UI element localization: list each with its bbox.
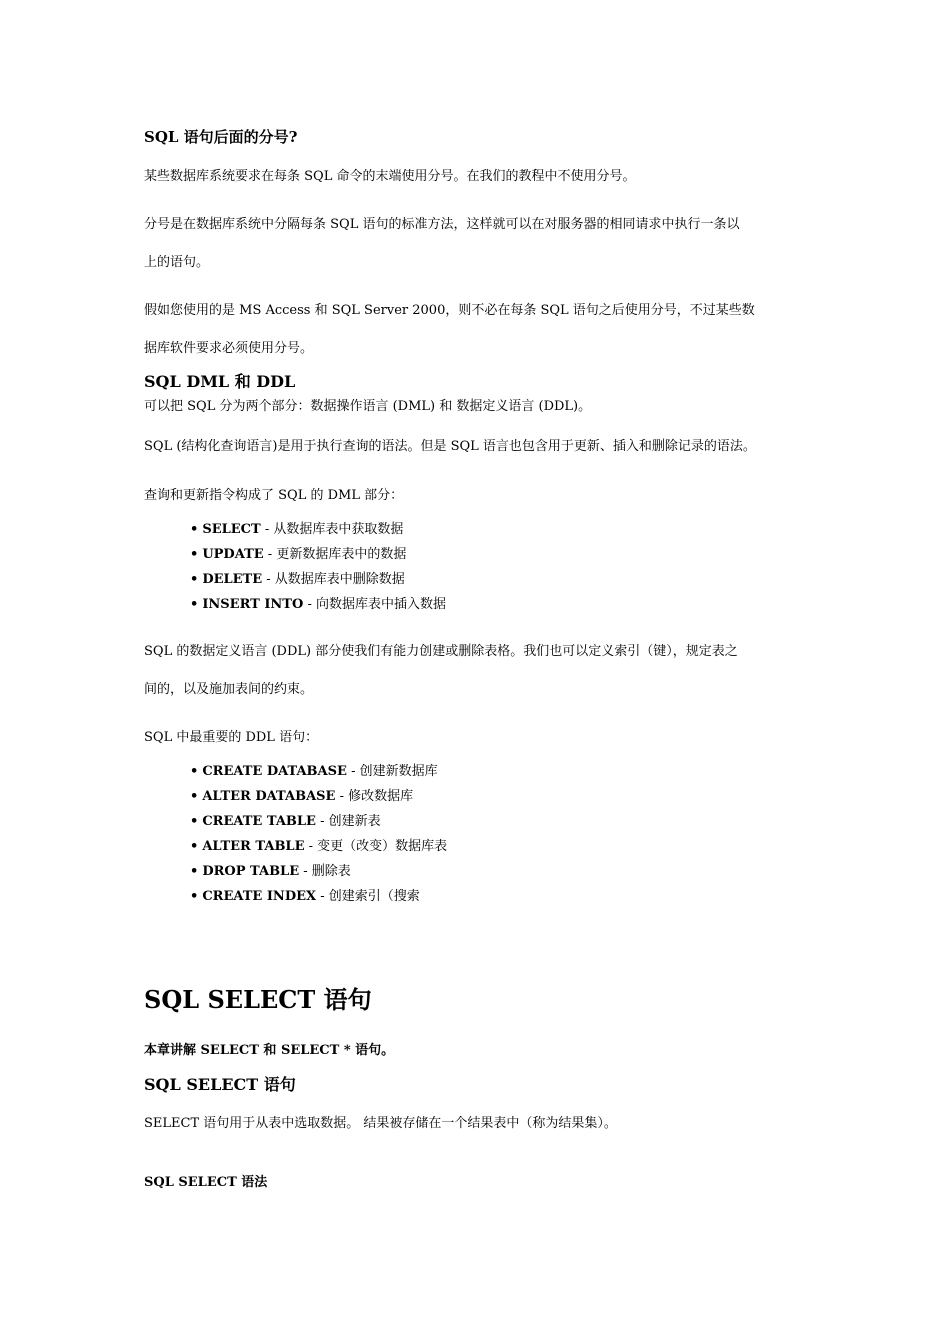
ddl-paragraph-line-1: SQL 的数据定义语言 (DDL) 部分使我们有能力创建或删除表格。我们也可以定义索引（键），规定表之	[144, 644, 738, 659]
list-item	[190, 546, 446, 571]
list-item	[190, 863, 447, 888]
command-keyword: SELECT	[202, 522, 261, 537]
command-description: - 向数据库表中插入数据	[303, 597, 446, 612]
dml-ddl-paragraph-3: 查询和更新指令构成了 SQL 的 DML 部分：	[144, 488, 404, 503]
bullet-icon: •	[190, 522, 199, 537]
list-item	[190, 788, 447, 813]
command-description: - 从数据库表中获取数据	[260, 522, 404, 537]
bullet-icon: •	[190, 889, 199, 904]
semicolon-paragraph-2-line-1: 分号是在数据库系统中分隔每条 SQL 语句的标准方法，这样就可以在对服务器的相同请求中执行一条以	[144, 217, 740, 232]
bullet-icon: •	[190, 789, 199, 804]
bullet-icon: •	[190, 547, 199, 562]
select-paragraph: SELECT 语句用于从表中选取数据。 结果被存储在一个结果表中（称为结果集）。	[144, 1116, 617, 1131]
ddl-list-intro: SQL 中最重要的 DDL 语句：	[144, 730, 319, 745]
bullet-icon: •	[190, 864, 199, 879]
ddl-command-list	[190, 763, 447, 913]
semicolon-paragraph-3-line-2: 据库软件要求必须使用分号。	[144, 341, 314, 356]
command-description: - 创建新数据库	[346, 764, 438, 779]
select-syntax-heading: SQL SELECT 语法	[144, 1175, 268, 1190]
list-item	[190, 571, 446, 596]
list-item	[190, 888, 447, 913]
semicolon-paragraph-2-line-2: 上的语句。	[144, 255, 210, 270]
command-keyword: CREATE DATABASE	[202, 764, 347, 779]
bullet-icon: •	[190, 839, 199, 854]
command-keyword: CREATE INDEX	[202, 889, 317, 904]
dml-ddl-paragraph-1: 可以把 SQL 分为两个部分：数据操作语言 (DML) 和 数据定义语言 (DDL)。	[144, 399, 592, 414]
command-keyword: DELETE	[202, 572, 263, 587]
command-description: - 变更（改变）数据库表	[304, 839, 448, 854]
command-description: - 从数据库表中删除数据	[262, 572, 405, 587]
dml-command-list	[190, 521, 446, 621]
command-keyword: ALTER TABLE	[202, 839, 305, 854]
bullet-icon: •	[190, 764, 199, 779]
ddl-paragraph-line-2: 间的，以及施加表间的约束。	[144, 682, 314, 697]
semicolon-paragraph-1: 某些数据库系统要求在每条 SQL 命令的末端使用分号。在我们的教程中不使用分号。	[144, 169, 636, 184]
list-item	[190, 521, 446, 546]
dml-ddl-paragraph-2: SQL (结构化查询语言)是用于执行查询的语法。但是 SQL 语言也包含用于更新、插入和删除记录的语法。	[144, 439, 756, 454]
dml-ddl-heading: SQL DML 和 DDL	[144, 372, 296, 391]
command-description: - 更新数据库表中的数据	[263, 547, 407, 562]
command-keyword: UPDATE	[202, 547, 264, 562]
bullet-icon: •	[190, 572, 199, 587]
select-intro: 本章讲解 SELECT 和 SELECT * 语句。	[144, 1043, 395, 1058]
command-keyword: INSERT INTO	[202, 597, 304, 612]
command-description: - 修改数据库	[335, 789, 414, 804]
command-keyword: CREATE TABLE	[202, 814, 316, 829]
command-description: - 删除表	[299, 864, 351, 879]
semicolon-heading: SQL 语句后面的分号?	[144, 128, 298, 146]
list-item	[190, 763, 447, 788]
select-subheading: SQL SELECT 语句	[144, 1075, 296, 1094]
bullet-icon: •	[190, 814, 199, 829]
select-title: SQL SELECT 语句	[144, 985, 372, 1014]
semicolon-paragraph-3-line-1: 假如您使用的是 MS Access 和 SQL Server 2000，则不必在每条 SQL 语句之后使用分号，不过某些数	[144, 303, 755, 318]
command-keyword: ALTER DATABASE	[202, 789, 336, 804]
list-item	[190, 596, 446, 621]
command-description: - 创建索引（搜索	[316, 889, 420, 904]
bullet-icon: •	[190, 597, 199, 612]
list-item	[190, 813, 447, 838]
command-keyword: DROP TABLE	[202, 864, 300, 879]
command-description: - 创建新表	[315, 814, 381, 829]
list-item	[190, 838, 447, 863]
